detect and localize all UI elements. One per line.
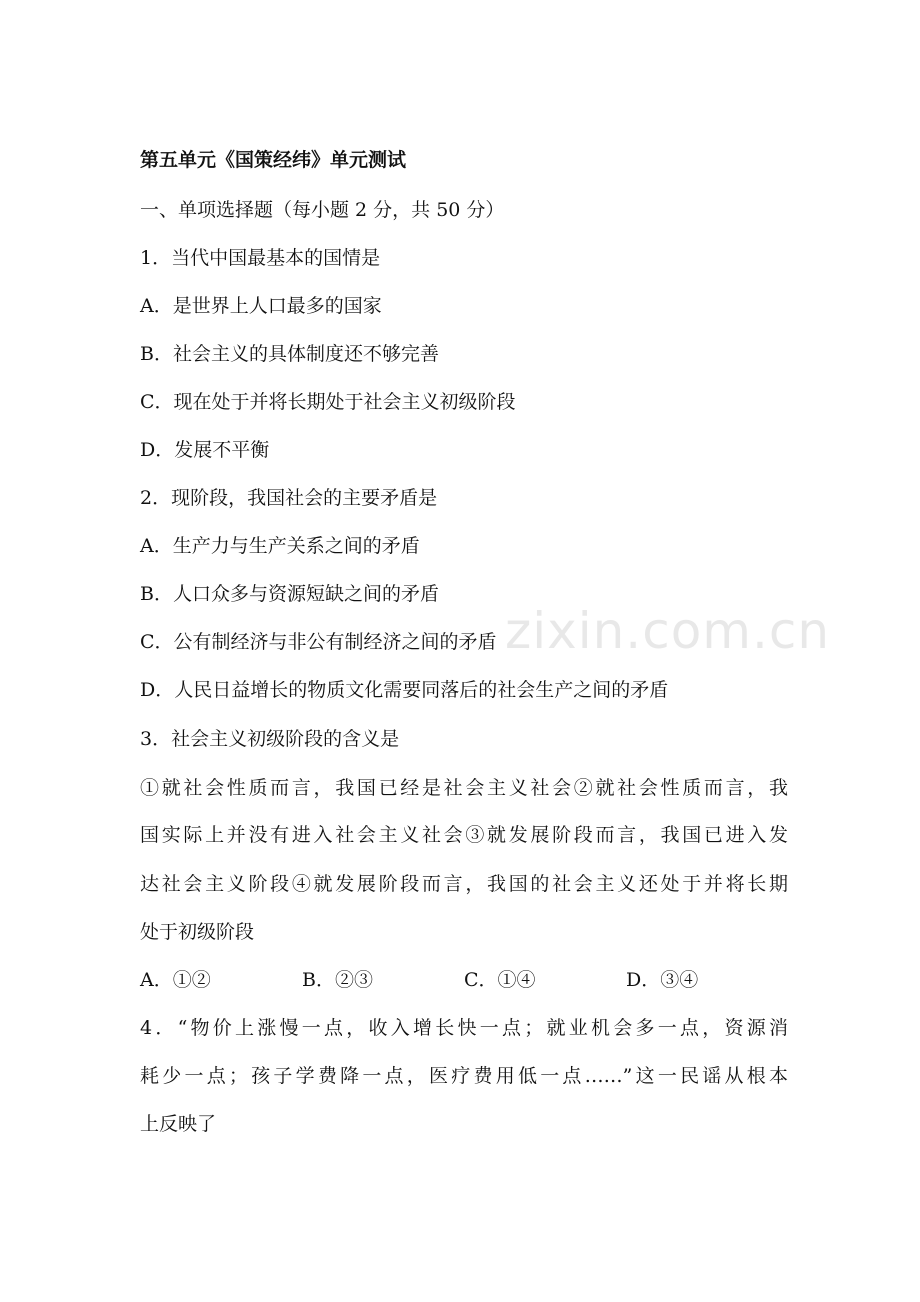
section-heading: 一、单项选择题（每小题 2 分，共 50 分） <box>140 199 505 221</box>
question-3-option-b: B．②③ <box>302 969 373 991</box>
question-3-statement-line: ①就社会性质而言，我国已经是社会主义社会②就社会性质而言，我 <box>140 777 788 799</box>
question-3-stem: 3．社会主义初级阶段的含义是 <box>140 728 400 750</box>
question-3-option-a: A．①② <box>140 969 211 991</box>
question-1-stem: 1．当代中国最基本的国情是 <box>140 247 381 269</box>
question-4-stem-line: 耗少一点；孩子学费降一点，医疗费用低一点……”这一民谣从根本 <box>140 1065 788 1087</box>
question-3-statement-line: 处于初级阶段 <box>140 921 255 943</box>
question-1-option-b: B．社会主义的具体制度还不够完善 <box>140 343 439 365</box>
question-2-stem: 2．现阶段，我国社会的主要矛盾是 <box>140 487 438 509</box>
question-2-option-d: D．人民日益增长的物质文化需要同落后的社会生产之间的矛盾 <box>140 679 669 701</box>
question-4-stem-line: 上反映了 <box>140 1113 217 1135</box>
question-1-option-a: A．是世界上人口最多的国家 <box>140 295 382 317</box>
question-3-option-c: C．①④ <box>464 969 536 991</box>
question-3-statement-line: 国实际上并没有进入社会主义社会③就发展阶段而言，我国已进入发 <box>140 824 788 846</box>
question-3-statement-line: 达社会主义阶段④就发展阶段而言，我国的社会主义还处于并将长期 <box>140 873 788 895</box>
watermark: zixin.com.cn <box>505 602 831 660</box>
question-4-stem-line: 4．“物价上涨慢一点，收入增长快一点；就业机会多一点，资源消 <box>140 1017 788 1039</box>
question-3-option-d: D．③④ <box>626 969 699 991</box>
question-1-option-d: D．发展不平衡 <box>140 439 270 461</box>
question-2-option-a: A．生产力与生产关系之间的矛盾 <box>140 535 420 557</box>
question-2-option-c: C．公有制经济与非公有制经济之间的矛盾 <box>140 631 497 653</box>
question-1-option-c: C．现在处于并将长期处于社会主义初级阶段 <box>140 391 516 413</box>
question-2-option-b: B．人口众多与资源短缺之间的矛盾 <box>140 583 439 605</box>
document-title: 第五单元《国策经纬》单元测试 <box>140 149 407 171</box>
